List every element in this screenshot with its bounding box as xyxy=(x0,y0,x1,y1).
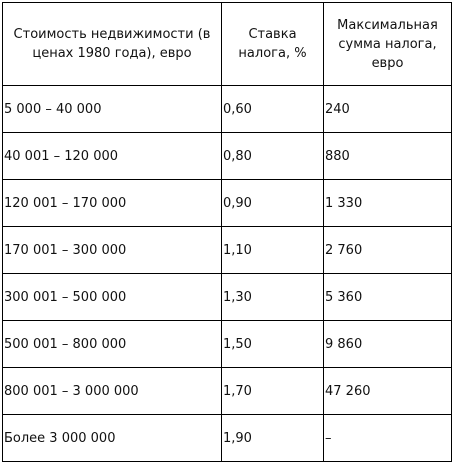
tax-rate-cell: 1,50 xyxy=(222,321,324,368)
property-value-cell: 300 001 – 500 000 xyxy=(3,274,222,321)
max-tax-cell: – xyxy=(324,415,452,462)
property-value-cell: 170 001 – 300 000 xyxy=(3,227,222,274)
table-row xyxy=(3,415,452,462)
max-tax-cell: 5 360 xyxy=(324,274,452,321)
table-row xyxy=(3,227,452,274)
header-max-tax: Максимальная сумма налога, евро xyxy=(324,3,452,86)
tax-rate-cell: 1,90 xyxy=(222,415,324,462)
max-tax-cell: 880 xyxy=(324,133,452,180)
property-value-cell: 40 001 – 120 000 xyxy=(3,133,222,180)
table-row xyxy=(3,321,452,368)
table-row xyxy=(3,368,452,415)
max-tax-cell: 1 330 xyxy=(324,180,452,227)
property-value-cell: 5 000 – 40 000 xyxy=(3,86,222,133)
header-property-value: Стоимость недвижимости (в ценах 1980 года), евро xyxy=(3,3,222,86)
property-value-cell: 800 001 – 3 000 000 xyxy=(3,368,222,415)
max-tax-cell: 9 860 xyxy=(324,321,452,368)
table-row xyxy=(3,133,452,180)
tax-rate-cell: 0,90 xyxy=(222,180,324,227)
max-tax-cell: 47 260 xyxy=(324,368,452,415)
tax-rate-cell: 1,30 xyxy=(222,274,324,321)
tax-rate-cell: 0,80 xyxy=(222,133,324,180)
tax-rate-cell: 1,10 xyxy=(222,227,324,274)
property-value-cell: Более 3 000 000 xyxy=(3,415,222,462)
property-value-cell: 120 001 – 170 000 xyxy=(3,180,222,227)
header-tax-rate: Ставка налога, % xyxy=(222,3,324,86)
max-tax-cell: 240 xyxy=(324,86,452,133)
tax-rate-cell: 0,60 xyxy=(222,86,324,133)
table-header-row xyxy=(3,3,452,86)
property-value-cell: 500 001 – 800 000 xyxy=(3,321,222,368)
table-row xyxy=(3,86,452,133)
table-row xyxy=(3,274,452,321)
table-row xyxy=(3,180,452,227)
max-tax-cell: 2 760 xyxy=(324,227,452,274)
tax-rate-table xyxy=(2,2,452,462)
tax-rate-cell: 1,70 xyxy=(222,368,324,415)
